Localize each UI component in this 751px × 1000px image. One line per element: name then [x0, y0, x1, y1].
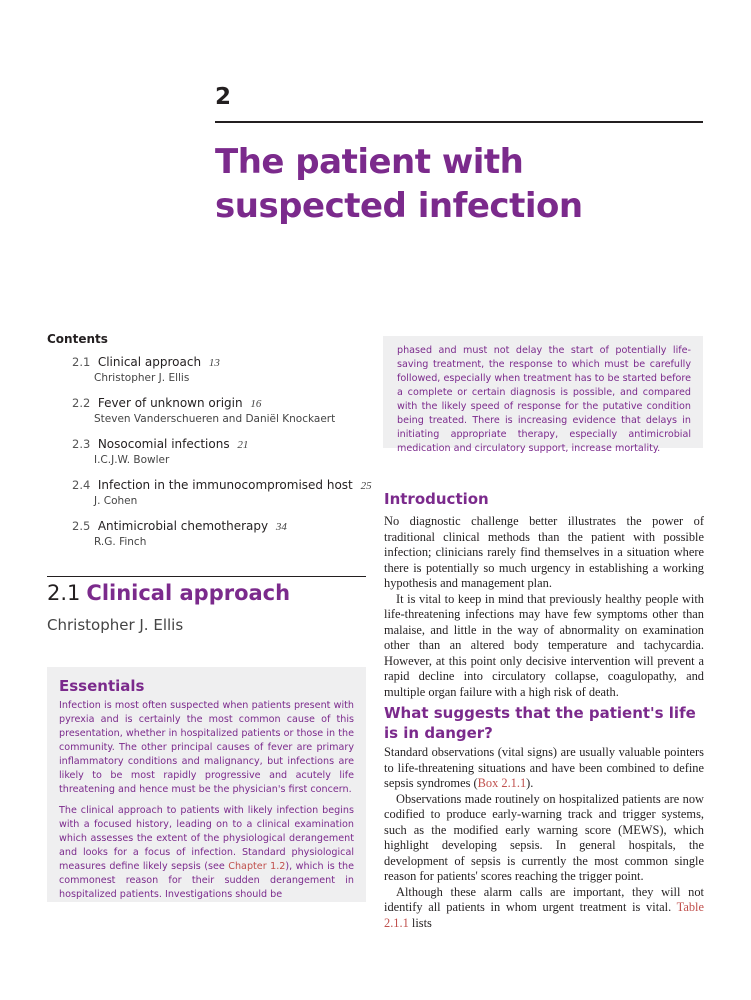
danger-paragraph-2: Observations made routinely on hospitalized patients are now codified to produce early-warning track and trigger systems, such as the modified early warning score (MEWS), which highlight developing sepsis. In general hospitals, the development of sepsis is currently the most common single reason for patients' scores reaching the trigger point.: [384, 791, 704, 883]
toc-item-2-5[interactable]: [72, 518, 372, 550]
essentials-title: Essentials: [59, 677, 145, 695]
essentials-continuation-text: phased and must not delay the start of potentially life-saving treatment, the response to which must be carefully followed, especially when treatment has to be started before a complete or certain diagnosis is possible, and compared with the likely speed of response for the putative condition being treated. There is increasing evidence that delays in initiating appropriate therapy, especially antimicrobial medication and circulatory support, increase mortality.: [397, 345, 691, 454]
chapter-title-line-1: The patient with: [215, 142, 524, 182]
toc-number: 2.4: [72, 478, 91, 492]
toc-page: 25: [360, 480, 372, 492]
toc-number: 2.2: [72, 396, 91, 410]
toc-author: Steven Vanderschueren and Daniël Knockaert: [94, 413, 336, 425]
toc-page: 34: [275, 521, 287, 533]
introduction-heading: Introduction: [384, 490, 489, 508]
toc-number: 2.5: [72, 519, 91, 533]
toc-author: R.G. Finch: [94, 536, 147, 548]
danger-text: Standard observations (vital signs) are usually valuable pointers to life-threatening situations and have been combined to define sepsis syndromes (: [384, 745, 704, 790]
essentials-paragraph-2: [47, 804, 366, 902]
danger-paragraph-3: [384, 885, 704, 932]
danger-heading: [384, 703, 704, 743]
danger-text: Although these alarm calls are important, they will not identify all patients in whom urgent treatment is vital.: [384, 884, 704, 914]
toc-page: 16: [250, 398, 262, 410]
danger-body: [384, 745, 704, 931]
table-2-1-1-link[interactable]: Table 2.1.1: [384, 900, 704, 930]
box-2-1-1-link[interactable]: Box 2.1.1: [477, 776, 527, 790]
introduction-paragraph-1: No diagnostic challenge better illustrates the power of traditional clinical methods than the patient with possible infection; clinicians rarely find themselves in a situation where there is potentially so much urgency in establishing a working hypothesis and management plan.: [384, 514, 704, 590]
chapter-title: [215, 140, 705, 228]
toc-title[interactable]: Antimicrobial chemotherapy: [97, 519, 269, 533]
essentials-text: ), which is the commonest reason for their sudden derangement in hospitalized patients. Investigations should be: [59, 861, 354, 900]
essentials-continuation-box: [383, 336, 703, 454]
essentials-box: [47, 667, 366, 902]
toc-item-2-3[interactable]: [72, 436, 372, 468]
toc-author: J. Cohen: [94, 495, 138, 507]
toc-title[interactable]: Infection in the immunocompromised host: [97, 478, 353, 492]
toc-number: 2.1: [72, 355, 91, 369]
essentials-paragraph-1: Infection is most often suspected when patients present with pyrexia and is certainly the most common cause of this presentation, whether in hospitalized patients or those in the community. The other principal causes of fever are primary inflammatory conditions and malignancy, but infections are likely to be most rapidly progressive and acutely life threatening and hence must be the physician's first concern.: [59, 700, 354, 795]
section-number: 2.1: [47, 581, 81, 605]
toc-page: 13: [208, 357, 220, 369]
toc-item-2-4[interactable]: [72, 477, 372, 509]
section-title: Clinical approach: [86, 581, 291, 605]
chapter-number: 2: [215, 84, 232, 110]
toc-title[interactable]: Nosocomial infections: [97, 437, 230, 451]
essentials-text: The clinical approach to patients with likely infection begins with a focused history, leading on to a clinical examination which assesses the extent of the physiological derangement and looks for a focus of infection. Standard physiological measures define likely sepsis (see: [59, 805, 354, 872]
contents-list: [72, 354, 372, 559]
chapter-1-2-link[interactable]: Chapter 1.2: [228, 861, 286, 872]
danger-heading-line-2: is in danger?: [384, 724, 493, 742]
chapter-rule: [215, 121, 703, 123]
toc-author: I.C.J.W. Bowler: [94, 454, 170, 466]
danger-text: lists: [408, 915, 432, 930]
introduction-body: [384, 514, 704, 700]
toc-author: Christopher J. Ellis: [94, 372, 190, 384]
section-author: Christopher J. Ellis: [47, 616, 184, 634]
toc-title[interactable]: Fever of unknown origin: [97, 396, 243, 410]
contents-heading: Contents: [47, 332, 108, 346]
danger-paragraph-1: [384, 745, 704, 792]
toc-item-2-2[interactable]: [72, 395, 372, 427]
danger-text: ).: [526, 776, 534, 790]
toc-page: 21: [237, 439, 249, 451]
toc-title[interactable]: Clinical approach: [97, 355, 202, 369]
danger-heading-line-1: What suggests that the patient's life: [384, 704, 696, 722]
introduction-paragraph-2: It is vital to keep in mind that previously healthy people with life-threatening infections may have few symptoms other than malaise, and little in the way of abnormality on examination other than an altered body temperature and tachycardia. However, at this point only decisive intervention will prevent a rapid decline into circulatory collapse, coagulopathy, and multiple organ failure with a high risk of death.: [384, 591, 704, 699]
toc-number: 2.3: [72, 437, 91, 451]
section-heading: [47, 579, 290, 607]
toc-item-2-1[interactable]: [72, 354, 372, 386]
chapter-title-line-2: suspected infection: [215, 186, 583, 226]
section-rule: [47, 576, 366, 577]
